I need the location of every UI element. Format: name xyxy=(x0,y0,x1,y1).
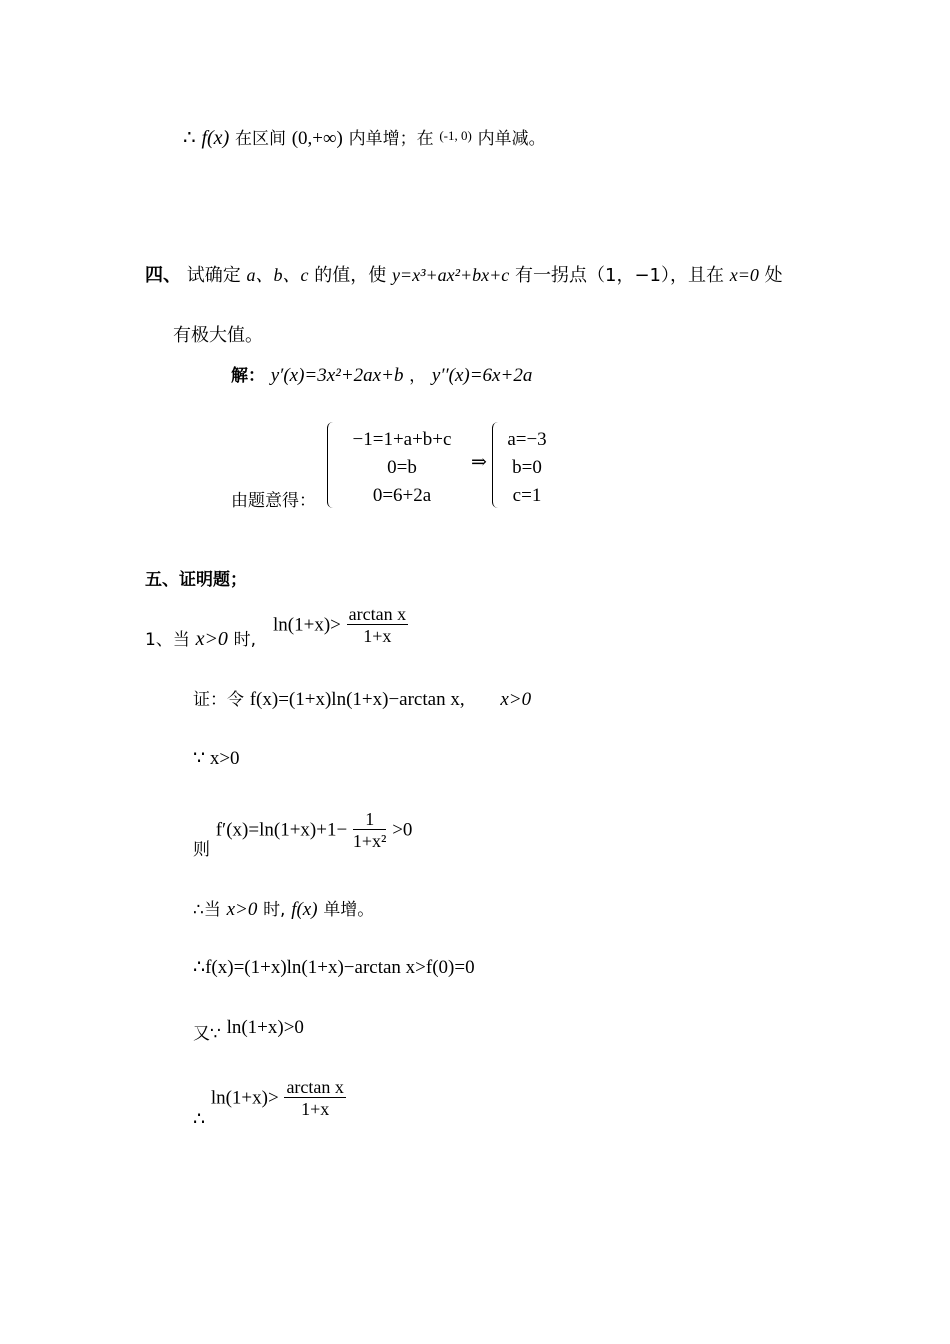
question-5-heading: 五、证明题； xyxy=(145,570,247,590)
proof-step-6 xyxy=(193,1018,304,1043)
proof-step-3 xyxy=(193,810,412,859)
derivative-fraction xyxy=(353,810,387,850)
conclusion-therefore: ∴ xyxy=(193,1109,206,1130)
conclusion-line xyxy=(183,128,546,148)
claim-lhs: ln(1+x)> xyxy=(273,614,341,636)
text-in-interval: 在区间 xyxy=(234,129,286,149)
conclusion-fraction xyxy=(284,1078,345,1118)
derivative-expr: f′(x)=ln(1+x)+1− xyxy=(215,819,348,841)
text-increasing: 内单增；在 xyxy=(348,129,434,149)
derivative-separator: ， xyxy=(409,366,427,386)
proof-condition: x>0 xyxy=(500,689,532,710)
proof-step-4 xyxy=(193,900,374,919)
question-4-label: 四、 xyxy=(145,265,181,286)
step4-when: 时, xyxy=(263,900,286,920)
q5-claim xyxy=(273,605,408,645)
question-4-line-2: 有极大值。 xyxy=(173,325,263,346)
solution-b: b=0 xyxy=(512,457,542,478)
step4-increasing: 单增。 xyxy=(323,900,375,920)
derivative-denominator: 1+x² xyxy=(352,831,387,851)
also-since-label: 又∵ xyxy=(193,1024,221,1044)
q4-solution-derivatives xyxy=(231,366,532,385)
q4-text-b: 的值，使 xyxy=(314,265,387,286)
solution-a: a=−3 xyxy=(507,429,547,450)
proof-define-f: f(x)=(1+x)ln(1+x)−arctan x, xyxy=(249,689,465,710)
conclusion-lhs: ln(1+x)> xyxy=(210,1087,279,1109)
second-derivative: y′′(x)=6x+2a xyxy=(431,365,533,386)
question-4-line-1 xyxy=(145,266,783,285)
left-equation-system xyxy=(334,426,470,510)
interval-negative: (-1, 0) xyxy=(439,128,472,143)
item1-label: 1、当 xyxy=(145,630,190,650)
proof-step-1 xyxy=(193,690,531,709)
step6-expr: ln(1+x)>0 xyxy=(226,1017,304,1038)
item1-when: 时, xyxy=(233,630,257,650)
q4-equation: y=x³+ax²+bx+c xyxy=(391,265,510,285)
q4-condition: x=0 xyxy=(729,265,759,285)
left-system-brace xyxy=(327,422,334,508)
q4-text-a: 试确定 xyxy=(186,265,241,286)
derivative-tail: >0 xyxy=(392,819,413,841)
claim-numerator: arctan x xyxy=(348,604,407,624)
therefore-symbol: ∴ xyxy=(183,127,196,149)
text-decreasing: 内单减。 xyxy=(477,129,546,149)
derivative-numerator: 1 xyxy=(353,810,387,830)
step4-cond: x>0 xyxy=(226,899,258,920)
then-label: 则 xyxy=(193,840,210,860)
proof-label: 证：令 xyxy=(193,690,244,710)
q4-vars: a、b、c xyxy=(246,265,309,285)
first-derivative: y′(x)=3x²+2ax+b xyxy=(270,365,404,386)
q4-text-d: 处 xyxy=(764,265,783,286)
interval-positive: (0,+∞) xyxy=(291,128,343,149)
claim-fraction xyxy=(347,605,408,645)
function-fx: f(x) xyxy=(201,127,230,149)
solution-c: c=1 xyxy=(512,485,542,506)
item1-condition: x>0 xyxy=(195,628,228,650)
step4-fx: f(x) xyxy=(291,899,318,920)
proof-conclusion xyxy=(193,1078,346,1129)
step4-a: ∴当 xyxy=(193,900,221,920)
system-eq-2: 0=b xyxy=(387,457,417,478)
conclusion-numerator: arctan x xyxy=(286,1077,344,1097)
system-eq-3: 0=6+2a xyxy=(372,485,432,506)
given-label: 由题意得： xyxy=(231,491,316,511)
claim-denominator: 1+x xyxy=(363,626,392,646)
solution-label: 解： xyxy=(231,366,265,386)
q5-item-1 xyxy=(145,604,256,649)
conclusion-denominator: 1+x xyxy=(301,1099,330,1119)
proof-step-2: ∵ x>0 xyxy=(193,748,240,769)
proof-step-5: ∴f(x)=(1+x)ln(1+x)−arctan x>f(0)=0 xyxy=(193,957,475,978)
right-solution-system xyxy=(497,426,557,510)
system-eq-1: −1=1+a+b+c xyxy=(352,429,452,450)
implies-arrow: ⇒ xyxy=(471,452,487,473)
q4-text-c: 有一拐点（1，−1），且在 xyxy=(515,265,724,286)
